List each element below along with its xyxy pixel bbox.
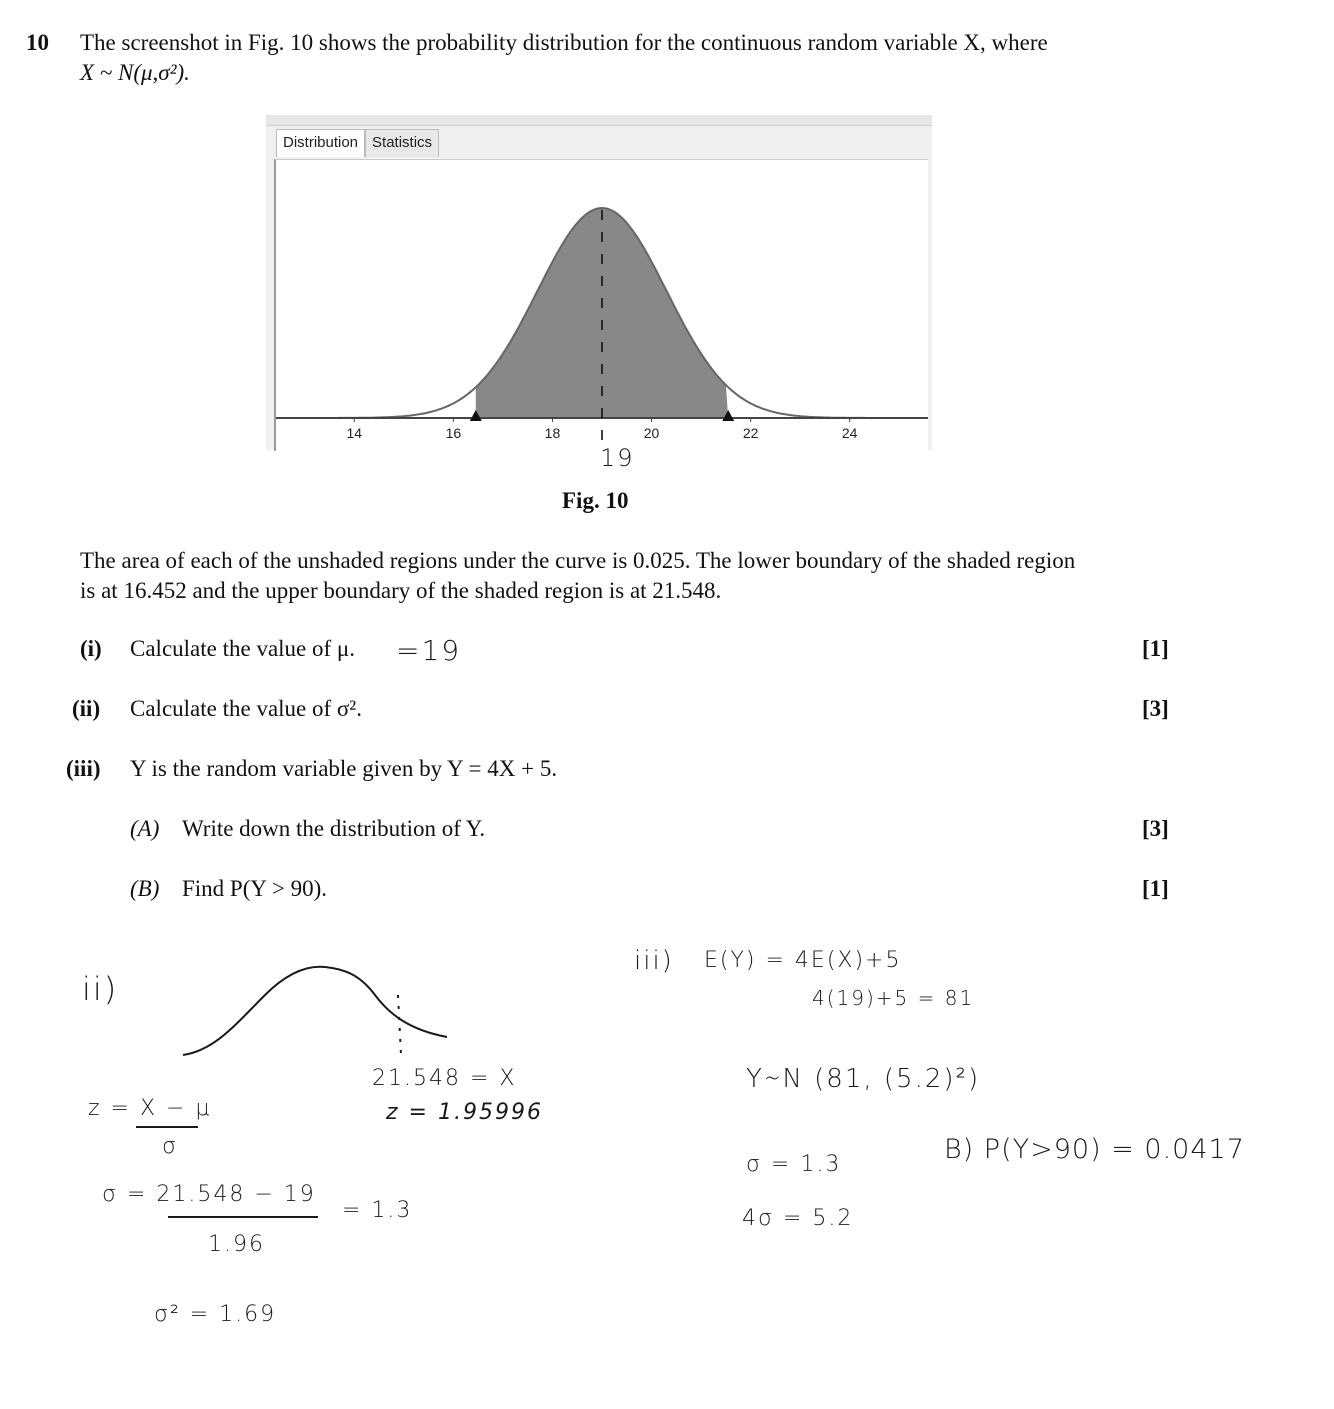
part-iii-text: Y is the random variable given by Y = 4X + 5. (130, 756, 558, 781)
x-tick-label-14: 14 (346, 425, 363, 441)
part-i-text: Calculate the value of μ. (130, 636, 355, 661)
subpart-a-text: Write down the distribution of Y. (182, 816, 486, 841)
subpart-b-text: Find P(Y > 90). (182, 876, 328, 901)
part-ii-label: (ii) (72, 696, 101, 721)
figure-caption: Fig. 10 (562, 488, 629, 513)
hw-part-b: B) P(Y>90) = 0.0417 (944, 1134, 1245, 1165)
part-i-marks: [1] (1142, 636, 1169, 661)
plot-area (274, 159, 928, 451)
question-number: 10 (26, 30, 49, 55)
hw-sigma-squared: σ² = 1.69 (154, 1302, 277, 1327)
tab-bar (276, 129, 439, 157)
hw-z-formula-den: σ (162, 1134, 178, 1159)
hw-z-formula-num: z = X − μ (88, 1096, 212, 1121)
subpart-b-label: (B) (130, 876, 160, 901)
hw-sketch-z: z = 1.95996 (386, 1100, 543, 1125)
hw-sigma-bar (168, 1216, 318, 1218)
hw-sigma-den: 1.96 (208, 1232, 265, 1257)
part-iii-label: (iii) (66, 756, 101, 781)
tab-statistics[interactable]: Statistics (365, 129, 439, 157)
hw-ii-label: ii) (82, 970, 119, 1008)
part-ii-text: Calculate the value of σ². (130, 696, 362, 721)
subpart-a-label: (A) (130, 816, 160, 841)
normal-distribution-chart (276, 160, 928, 451)
tab-distribution[interactable]: Distribution (276, 129, 365, 157)
hw-sketch-x: 21.548 = X (372, 1066, 517, 1091)
hw-sigma-num: σ = 21.548 − 19 (102, 1182, 316, 1207)
hw-dist-y: Y∼N (81, (5.2)²) (746, 1064, 981, 1094)
subpart-a-marks: [3] (1142, 816, 1169, 841)
screenshot-toolbar (266, 115, 932, 126)
subpart-b-marks: [1] (1142, 876, 1169, 901)
hw-iii-label: iii) (634, 946, 674, 976)
part-i-answer: =19 (396, 634, 462, 667)
part-ii-marks: [3] (1142, 696, 1169, 721)
area-text-line2: is at 16.452 and the upper boundary of the shaded region is at 21.548. (80, 578, 722, 603)
distribution-screenshot (266, 115, 932, 450)
question-intro-line2: X ~ N(μ,σ²). (80, 60, 190, 85)
x-tick-label-20: 20 (643, 425, 660, 441)
area-text-line1: The area of each of the unshaded regions under the curve is 0.025. The lower boundary of the shaded region (80, 548, 1076, 573)
hw-four-sigma: 4σ = 5.2 (742, 1206, 854, 1231)
x-tick-label-24: 24 (841, 425, 858, 441)
x-tick-label-22: 22 (742, 425, 759, 441)
x-tick-label-16: 16 (445, 425, 462, 441)
question-intro-line1: The screenshot in Fig. 10 shows the probability distribution for the continuous random variable X, where (80, 30, 1048, 55)
hw-z-formula-bar (136, 1126, 198, 1128)
x-tick-label-18: 18 (544, 425, 561, 441)
hw-ey-calc: 4(19)+5 = 81 (812, 986, 975, 1010)
part-i-label: (i) (80, 636, 102, 661)
handwritten-mean-label: 19 (600, 444, 635, 472)
hw-sigma-result: = 1.3 (342, 1198, 413, 1223)
hw-ey: E(Y) = 4E(X)+5 (704, 948, 902, 973)
hw-sigma-line: σ = 1.3 (746, 1152, 842, 1177)
hw-sketch-curve (175, 955, 475, 1065)
